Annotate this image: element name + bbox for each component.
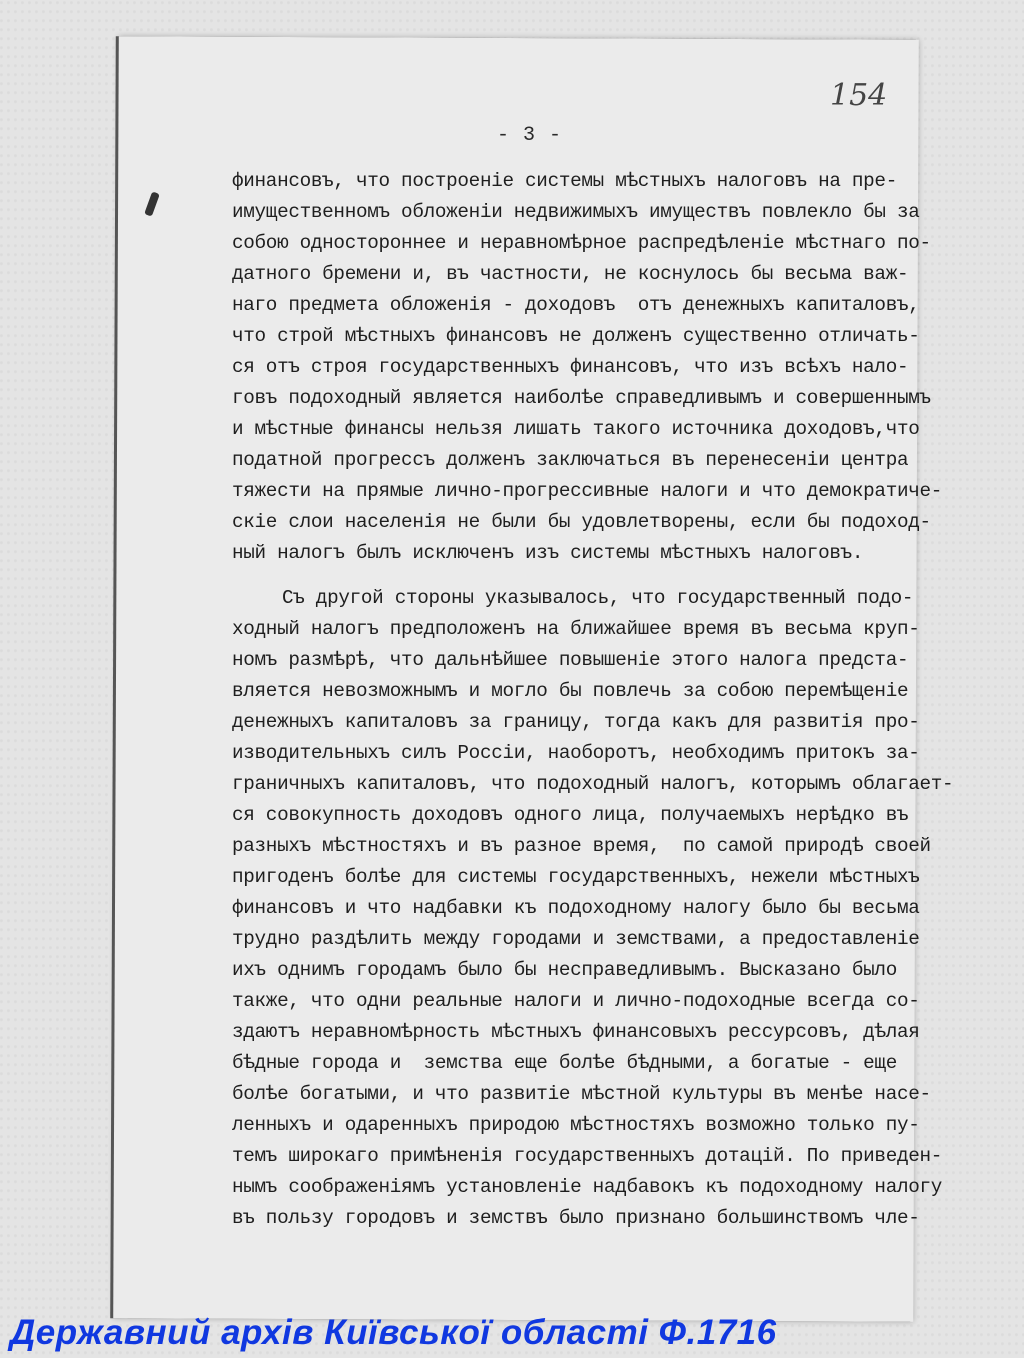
document-body: [232, 166, 972, 1234]
text-line: Съ другой стороны указывалось, что государственный подо-: [282, 587, 914, 609]
text-line: ся отъ строя государственныхъ финансовъ, что изъ всѣхъ нало-: [232, 356, 909, 378]
text-line: финансовъ, что построенiе системы мѣстныхъ налоговъ на пре-: [232, 170, 897, 192]
text-line: нымъ соображенiямъ установленiе надбавокъ къ подоходному налогу: [232, 1176, 943, 1198]
text-line: пригоденъ болѣе для системы государственныхъ, нежели мѣстныхъ: [232, 866, 920, 888]
archive-watermark: Державний архів Київської області Ф.1716: [10, 1313, 777, 1352]
text-line: датного бремени и, въ частности, не коснулось бы весьма важ-: [232, 263, 909, 285]
text-line: ленныхъ и одаренныхъ природою мѣстностяхъ возможно только пу-: [232, 1114, 920, 1136]
paragraph-1: [232, 166, 972, 569]
paragraph-gap: [232, 569, 972, 583]
text-line: ный налогъ былъ исключенъ изъ системы мѣстныхъ налоговъ.: [232, 542, 864, 564]
text-line: финансовъ и что надбавки къ подоходному налогу было бы весьма: [232, 897, 920, 919]
page-number: - 3 -: [497, 124, 563, 147]
text-line: ихъ однимъ городамъ было бы несправедливымъ. Высказано было: [232, 959, 897, 981]
text-line: имущественномъ обложенiи недвижимыхъ имуществъ повлекло бы за: [232, 201, 920, 223]
text-line: трудно раздѣлить между городами и земствами, а предоставленiе: [232, 928, 920, 950]
text-line: разныхъ мѣстностяхъ и въ разное время, по самой природѣ своей: [232, 835, 931, 857]
text-line: собою одностороннее и неравномѣрное распредѣленiе мѣстнаго по-: [232, 232, 931, 254]
text-line: бѣдные города и земства еще болѣе бѣдными, а богатые - еще: [232, 1052, 897, 1074]
text-line: ходный налогъ предположенъ на ближайшее время въ весьма круп-: [232, 618, 920, 640]
text-line: денежныхъ капиталовъ за границу, тогда какъ для развитiя про-: [232, 711, 920, 733]
text-line: граничныхъ капиталовъ, что подоходный налогъ, которымъ облагает-: [232, 773, 954, 795]
folio-number-handwritten: 154: [830, 78, 888, 113]
text-line: податной прогрессъ долженъ заключаться въ перенесенiи центра: [232, 449, 909, 471]
text-line: и мѣстные финансы нельзя лишать такого источника доходовъ,что: [232, 418, 920, 440]
paragraph-2: [232, 583, 972, 1234]
text-line: говъ подоходный является наиболѣе справедливымъ и совершеннымъ: [232, 387, 931, 409]
text-line: также, что одни реальные налоги и лично-подоходные всегда со-: [232, 990, 920, 1012]
text-line: здаютъ неравномѣрность мѣстныхъ финансовыхъ рессурсовъ, дѣлая: [232, 1021, 920, 1043]
text-line: болѣе богатыми, и что развитiе мѣстной культуры въ менѣе насе-: [232, 1083, 931, 1105]
text-line: темъ широкаго примѣненiя государственныхъ дотацiй. По приведен-: [232, 1145, 943, 1167]
text-line: изводительныхъ силъ Россiи, наоборотъ, необходимъ притокъ за-: [232, 742, 920, 764]
text-line: что строй мѣстныхъ финансовъ не долженъ существенно отличать-: [232, 325, 920, 347]
text-line: ся совокупность доходовъ одного лица, получаемыхъ нерѣдко въ: [232, 804, 909, 826]
text-line: тяжести на прямые лично-прогрессивные налоги и что демократиче-: [232, 480, 943, 502]
text-line: скiе слои населенiя не были бы удовлетворены, если бы подоход-: [232, 511, 931, 533]
text-line: наго предмета обложенiя - доходовъ отъ денежныхъ капиталовъ,: [232, 294, 920, 316]
text-line: вляется невозможнымъ и могло бы повлечь за собою перемѣщенiе: [232, 680, 909, 702]
text-line: номъ размѣрѣ, что дальнѣйшее повышенiе этого налога предста-: [232, 649, 909, 671]
text-line: въ пользу городовъ и земствъ было признано большинствомъ чле-: [232, 1207, 920, 1229]
